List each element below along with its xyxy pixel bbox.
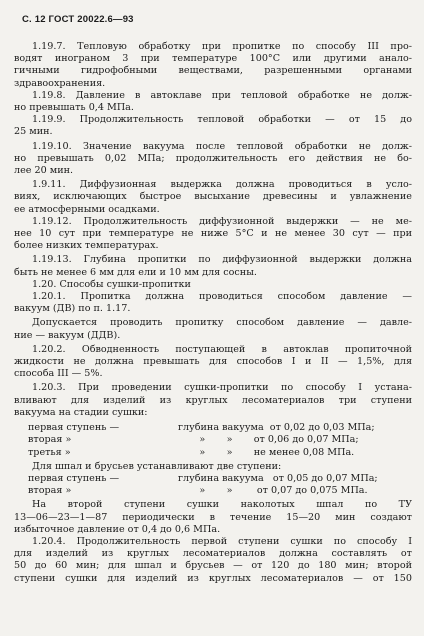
- stage-label: первая ступень —: [28, 472, 120, 484]
- table-row: [14, 422, 412, 434]
- text-line: 1.19.10. Значение вакуума после тепловой обработки не долж-: [32, 140, 412, 152]
- vacuum-table-2: [14, 473, 412, 497]
- table-row: [14, 434, 412, 446]
- text-line: На второй ступени сушки наколотых шпал по ТУ: [32, 499, 412, 511]
- text-line: 13—06—23—1—87 периодически в течение 15—20 мин создают: [14, 511, 412, 523]
- text-line: более низких температурах.: [14, 240, 159, 252]
- document-body: [14, 41, 412, 585]
- stage-value: глубина вакуума от 0,02 до 0,03 МПа;: [178, 422, 375, 434]
- stage-value: » » не менее 0,08 МПа.: [178, 446, 355, 458]
- text-line: быть не менее 6 мм для ели и 10 мм для сосны.: [14, 266, 257, 278]
- text-line: 50 до 60 мин; для шпал и брусьев — от 120 до 180 мин; второй: [14, 560, 412, 572]
- text-line: 1.19.9. Продолжительность тепловой обработки — от 15 до: [32, 114, 412, 126]
- text-line: для изделий из круглых лесоматериалов должна составлять от: [14, 548, 412, 560]
- text-line: Допускается проводить пропитку способом давление — давле-: [32, 317, 412, 329]
- table-row: [14, 447, 412, 459]
- stage-value: » » от 0,06 до 0,07 МПа;: [178, 434, 359, 446]
- text-line: Для шпал и брусьев устанавливают две ступени:: [32, 460, 282, 472]
- text-line: жидкости не должна превышать для способов I и II — 1,5%, для: [14, 356, 412, 368]
- text-line: избыточное давление от 0,4 до 0,6 МПа.: [14, 523, 221, 535]
- text-line: здравоохранения.: [14, 77, 106, 89]
- table-row: [14, 473, 412, 485]
- text-line: способа III — 5%.: [14, 368, 103, 380]
- vacuum-table-1: [14, 422, 412, 459]
- text-line: ние — вакуум (ДДВ).: [14, 329, 121, 341]
- text-line: 1.19.7. Тепловую обработку при пропитке по способу III про-: [32, 41, 412, 52]
- text-line: 1.19.12. Продолжительность диффузионной выдержки — не ме-: [32, 215, 412, 227]
- text-line: 1.20.1. Пропитка должна проводиться способом давление —: [32, 291, 412, 303]
- text-line: 1.20.3. При проведении сушки-пропитки по способу I устана-: [32, 382, 412, 394]
- text-line: водят инограном 3 при температуре 100°С или другими анало-: [14, 53, 412, 65]
- stage-label: вторая »: [28, 485, 72, 497]
- text-line: гичными гидрофобными веществами, разрешенными органами: [14, 65, 412, 77]
- text-line: 1.20.4. Продолжительность первой ступени сушки по способу I: [32, 535, 412, 547]
- text-line: но превышать 0,4 МПа.: [14, 102, 134, 114]
- stage-label: вторая »: [28, 434, 72, 446]
- text-line: нее 10 сут при температуре не ниже 5°С и не менее 30 сут — при: [14, 228, 412, 240]
- table-row: [14, 485, 412, 497]
- text-line: 1.20.2. Обводненность поступающей в автоклав пропиточной: [32, 343, 412, 355]
- text-line: 1.19.8. Давление в автоклаве при тепловой обработке не долж-: [32, 89, 412, 101]
- text-block-1: [14, 41, 412, 419]
- text-line: 1.20. Способы сушки-пропитки: [32, 278, 191, 290]
- stage-value: » » от 0,07 до 0,075 МПа.: [178, 485, 368, 497]
- text-line: ступени сушки для изделий из круглых лесоматериалов — от 150: [14, 572, 412, 584]
- text-line: 1.9.11. Диффузионная выдержка должна проводиться в усло-: [32, 179, 412, 191]
- text-line: вакуум (ДВ) по п. 1.17.: [14, 303, 131, 315]
- stage-label: третья »: [28, 446, 71, 458]
- stage-label: первая ступень —: [28, 422, 120, 434]
- text-line: ее атмосферными осадками.: [14, 203, 160, 215]
- text-line: но превышать 0,02 МПа; продолжительность его действия не бо-: [14, 152, 412, 164]
- text-line: 25 мин.: [14, 126, 53, 138]
- text-line: 1.19.13. Глубина пропитки по диффузионной выдержки должна: [32, 254, 412, 266]
- stage-value: глубина вакуума от 0,05 до 0,07 МПа;: [178, 472, 378, 484]
- text-line: вакуума на стадии сушки:: [14, 406, 148, 418]
- text-line: виях, исключающих быстрое высыхание древесины и увлажнение: [14, 191, 412, 203]
- text-line: вливают для изделий из круглых лесоматериалов три ступени: [14, 394, 412, 406]
- text-block-2: [14, 499, 412, 584]
- text-line: лее 20 мин.: [14, 165, 74, 177]
- page-header: С. 12 ГОСТ 20022.6—93: [22, 14, 134, 25]
